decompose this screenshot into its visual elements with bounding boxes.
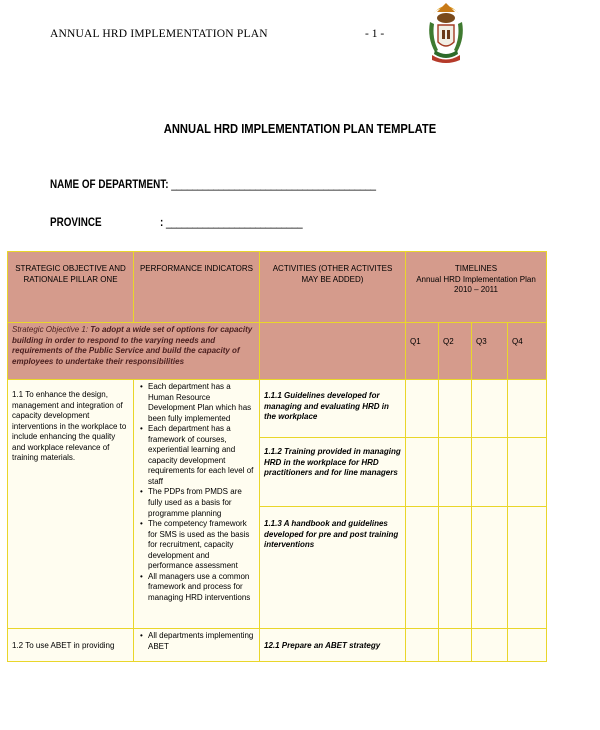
- page-number: - 1 -: [365, 28, 385, 40]
- timelines-years: 2010 – 2011: [454, 285, 498, 295]
- timeline-cell[interactable]: [472, 629, 508, 662]
- table-header-row: [8, 252, 547, 323]
- timeline-cell[interactable]: [508, 629, 547, 662]
- page-title: ANNUAL HRD IMPLEMENTATION PLAN TEMPLATE: [163, 121, 437, 136]
- timeline-cell[interactable]: [439, 507, 472, 629]
- quarter-q2: Q2: [439, 323, 472, 380]
- document-header-title: ANNUAL HRD IMPLEMENTATION PLAN: [50, 28, 268, 40]
- activity-1-1-1: 1.1.1 Guidelines developed for managing and evaluating HRD in the workplace: [260, 380, 406, 438]
- timeline-cell[interactable]: [406, 380, 439, 438]
- quarter-q4: Q4: [508, 323, 547, 380]
- timeline-cell[interactable]: [508, 438, 547, 507]
- activity-1-1-2: 1.1.2 Training provided in managing HRD in the workplace for HRD practitioners and for line managers: [260, 438, 406, 507]
- coat-of-arms-icon: [425, 0, 467, 66]
- list-item: • Each department has a Human Resource Development Plan which has been fully implemented: [148, 382, 255, 424]
- timeline-cell[interactable]: [406, 438, 439, 507]
- implementation-plan-table: [7, 251, 547, 662]
- department-label: NAME OF DEPARTMENT:: [50, 179, 169, 191]
- timeline-cell[interactable]: [472, 507, 508, 629]
- list-item: • The competency framework for SMS is used as the basis for recruitment, capacity development and performance assessment: [148, 519, 255, 572]
- objective-1-2-cell: 1.2 To use ABET in providing: [8, 629, 134, 662]
- list-item: • All departments implementing ABET: [148, 631, 255, 652]
- list-item: • All managers use a common framework and process for managing HRD interventions: [148, 572, 255, 604]
- timeline-cell[interactable]: [406, 507, 439, 629]
- indicator-list: [138, 382, 255, 603]
- list-item: • The PDPs from PMDS are fully used as a basis for programme planning: [148, 487, 255, 519]
- objective-row: [8, 323, 547, 380]
- timelines-subtitle: Annual HRD Implementation Plan: [416, 274, 536, 284]
- table-row: [8, 380, 547, 438]
- quarter-q1: Q1: [406, 323, 439, 380]
- province-line[interactable]: __________________________: [166, 217, 303, 229]
- header-activities: ACTIVITIES (OTHER ACTIVITES MAY BE ADDED): [260, 252, 406, 323]
- province-field: [50, 217, 102, 229]
- objective-activities-cell: [260, 323, 406, 380]
- department-field: [50, 179, 376, 191]
- table-row: [8, 629, 547, 662]
- objective-prefix: Strategic Objective 1:: [12, 325, 89, 334]
- timeline-cell[interactable]: [439, 380, 472, 438]
- header-strategic-objective: STRATEGIC OBJECTIVE AND RATIONALE PILLAR ONE: [8, 252, 134, 323]
- province-value-field: [160, 217, 302, 229]
- timeline-cell[interactable]: [439, 438, 472, 507]
- indicators-1-1-cell: [134, 380, 260, 629]
- indicator-list: [138, 631, 255, 652]
- timeline-cell[interactable]: [472, 438, 508, 507]
- header-timelines: [406, 252, 547, 323]
- timelines-title: TIMELINES: [454, 264, 498, 273]
- timeline-cell[interactable]: [406, 629, 439, 662]
- activity-1-1-3: 1.1.3 A handbook and guidelines developed for pre and post training interventions: [260, 507, 406, 629]
- indicators-1-2-cell: [134, 629, 260, 662]
- department-line[interactable]: _______________________________________: [171, 179, 376, 191]
- timeline-cell[interactable]: [439, 629, 472, 662]
- quarter-q3: Q3: [472, 323, 508, 380]
- timeline-cell[interactable]: [472, 380, 508, 438]
- province-label: PROVINCE: [50, 217, 102, 229]
- activity-1-2-1: 12.1 Prepare an ABET strategy: [260, 629, 406, 662]
- province-colon: :: [160, 217, 164, 229]
- header-performance-indicators: PERFORMANCE INDICATORS: [134, 252, 260, 323]
- timeline-cell[interactable]: [508, 507, 547, 629]
- list-item: • Each department has a framework of courses, experiential learning and capacity development requirements for each level of staff: [148, 424, 255, 487]
- timeline-cell[interactable]: [508, 380, 547, 438]
- objective-text: To adopt a wide set of options for capacity building in order to respond to the varying needs and requirements of the Public Service and build the capacity of employees to undertake their responsibilities: [12, 325, 253, 366]
- objective-1-1-cell: 1.1 To enhance the design, management and integration of capacity development interventions in the workplace to include enhancing the quality and workplace relevance of training materials.: [8, 380, 134, 629]
- strategic-objective-cell: [8, 323, 260, 380]
